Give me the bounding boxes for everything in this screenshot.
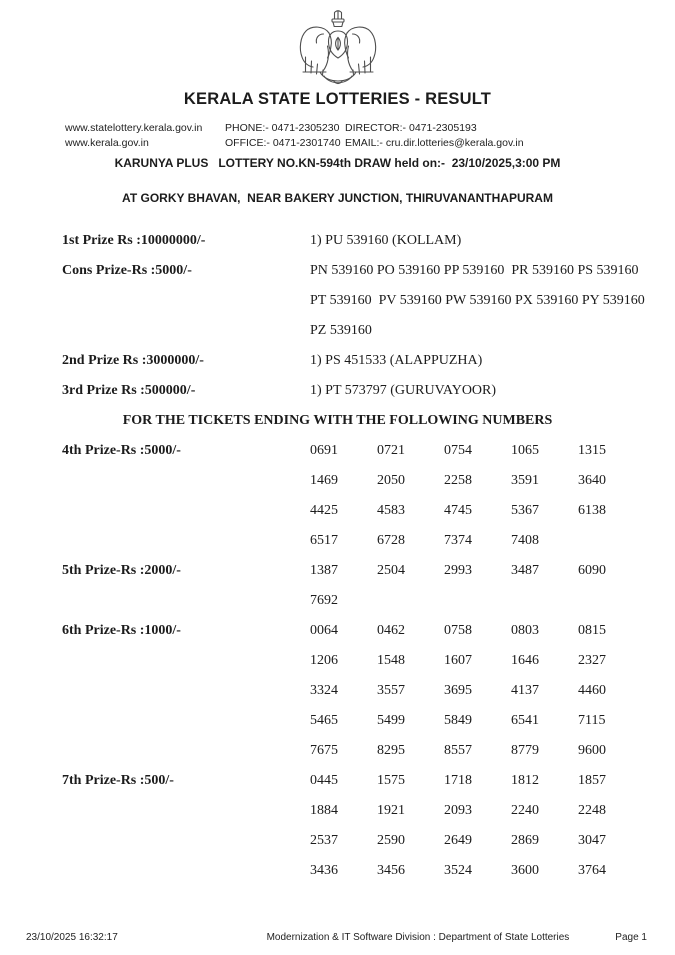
ending-prize-label: 5th Prize-Rs :2000/- — [62, 563, 181, 578]
ticket-ending-number: 3591 — [511, 473, 539, 488]
ticket-ending-number: 4137 — [511, 683, 539, 698]
ticket-ending-number: 9600 — [578, 743, 606, 758]
ticket-ending-number: 2649 — [444, 833, 472, 848]
ticket-ending-number: 1206 — [310, 653, 338, 668]
ticket-ending-number: 5367 — [511, 503, 539, 518]
prize-label: 1st Prize Rs :10000000/- — [62, 233, 206, 248]
ending-numbers-grid — [310, 436, 645, 556]
ticket-ending-number: 4583 — [377, 503, 405, 518]
ticket-ending-number: 7115 — [578, 713, 606, 728]
kerala-government-emblem-icon — [296, 8, 380, 90]
ticket-ending-number: 2537 — [310, 833, 338, 848]
ticket-ending-number: 3456 — [377, 863, 405, 878]
ticket-ending-number: 6517 — [310, 533, 338, 548]
footer-timestamp: 23/10/2025 16:32:17 — [26, 932, 118, 943]
ticket-ending-number: 1065 — [511, 443, 539, 458]
ending-prize-label: 4th Prize-Rs :5000/- — [62, 443, 181, 458]
ticket-ending-number: 8295 — [377, 743, 405, 758]
ticket-ending-number: 4425 — [310, 503, 338, 518]
ticket-ending-number: 1812 — [511, 773, 539, 788]
ticket-ending-number: 3487 — [511, 563, 539, 578]
ticket-ending-number: 3436 — [310, 863, 338, 878]
ticket-ending-number: 0462 — [377, 623, 405, 638]
prize-label: 2nd Prize Rs :3000000/- — [62, 353, 204, 368]
prize-row — [0, 346, 675, 376]
contact-info — [65, 121, 675, 151]
ticket-ending-number: 2050 — [377, 473, 405, 488]
phone-number: PHONE:- 0471-2305230 — [225, 122, 340, 134]
ticket-ending-number: 5849 — [444, 713, 472, 728]
ending-prize-row — [0, 436, 675, 556]
ticket-ending-number: 2093 — [444, 803, 472, 818]
ticket-ending-number: 0721 — [377, 443, 405, 458]
ending-numbers-grid — [310, 616, 645, 766]
ticket-ending-number: 2240 — [511, 803, 539, 818]
ticket-ending-number: 7374 — [444, 533, 472, 548]
ticket-ending-number: 1469 — [310, 473, 338, 488]
ending-prize-row — [0, 766, 675, 886]
ticket-ending-number: 2869 — [511, 833, 539, 848]
venue-line: AT GORKY BHAVAN, NEAR BAKERY JUNCTION, THIRUVANANTHAPURAM — [122, 191, 553, 205]
prize-lines — [310, 376, 675, 406]
header-emblem-wrap — [0, 0, 675, 88]
prize-winner-line: PN 539160 PO 539160 PP 539160 PR 539160 PS 539160 — [310, 263, 639, 278]
ticket-ending-number: 6541 — [511, 713, 539, 728]
ticket-ending-number: 2248 — [578, 803, 606, 818]
ticket-ending-number: 4745 — [444, 503, 472, 518]
prize-winner-line: 1) PT 573797 (GURUVAYOOR) — [310, 383, 497, 398]
ticket-ending-number: 1884 — [310, 803, 338, 818]
ending-prize-row — [0, 616, 675, 766]
website-kerala: www.kerala.gov.in — [65, 137, 149, 149]
ticket-ending-number: 0754 — [444, 443, 472, 458]
ticket-ending-number: 7692 — [310, 593, 338, 608]
ticket-ending-number: 3764 — [578, 863, 606, 878]
prize-row — [0, 226, 675, 256]
prize-label: 3rd Prize Rs :500000/- — [62, 383, 196, 398]
page-title: KERALA STATE LOTTERIES - RESULT — [183, 90, 492, 108]
ticket-ending-number: 0758 — [444, 623, 472, 638]
ticket-ending-number: 0691 — [310, 443, 338, 458]
ending-numbers-grid — [310, 766, 645, 886]
ticket-ending-number: 5465 — [310, 713, 338, 728]
ticket-ending-number: 3047 — [578, 833, 606, 848]
ticket-ending-number: 2327 — [578, 653, 606, 668]
prize-lines — [310, 256, 675, 346]
ticket-ending-number: 8557 — [444, 743, 472, 758]
office-number: OFFICE:- 0471-2301740 — [225, 137, 341, 149]
ticket-ending-number: 1575 — [377, 773, 405, 788]
ticket-ending-number: 1548 — [377, 653, 405, 668]
ending-numbers-heading: FOR THE TICKETS ENDING WITH THE FOLLOWING NUMBERS — [122, 413, 553, 428]
ticket-ending-number: 3600 — [511, 863, 539, 878]
ticket-ending-number: 8779 — [511, 743, 539, 758]
ticket-ending-number: 6728 — [377, 533, 405, 548]
ticket-ending-number: 1646 — [511, 653, 539, 668]
prize-winner-line: 1) PU 539160 (KOLLAM) — [310, 233, 462, 248]
main-prizes — [0, 226, 675, 406]
prize-winner-line: 1) PS 451533 (ALAPPUZHA) — [310, 353, 483, 368]
ticket-ending-number: 1607 — [444, 653, 472, 668]
ticket-ending-number: 1387 — [310, 563, 338, 578]
ticket-ending-number: 1718 — [444, 773, 472, 788]
ticket-ending-number: 5499 — [377, 713, 405, 728]
ticket-ending-number: 6138 — [578, 503, 606, 518]
prize-lines — [310, 226, 675, 256]
page-footer — [0, 932, 675, 943]
ticket-ending-number: 3324 — [310, 683, 338, 698]
ticket-ending-number: 0815 — [578, 623, 606, 638]
ticket-ending-number: 4460 — [578, 683, 606, 698]
ticket-ending-number: 2993 — [444, 563, 472, 578]
footer-division: Modernization & IT Software Division : Department of State Lotteries — [266, 932, 570, 943]
ticket-ending-number: 3695 — [444, 683, 472, 698]
ticket-ending-number: 7408 — [511, 533, 539, 548]
ticket-ending-number: 6090 — [578, 563, 606, 578]
ticket-ending-number: 3524 — [444, 863, 472, 878]
ending-numbers-grid — [310, 556, 645, 616]
ticket-ending-number: 1921 — [377, 803, 405, 818]
ticket-ending-number: 2504 — [377, 563, 405, 578]
prize-lines — [310, 346, 675, 376]
prize-row — [0, 376, 675, 406]
ticket-ending-number: 0445 — [310, 773, 338, 788]
ticket-ending-number: 1315 — [578, 443, 606, 458]
ending-prize-label: 6th Prize-Rs :1000/- — [62, 623, 181, 638]
ticket-ending-number: 2258 — [444, 473, 472, 488]
ending-prize-label: 7th Prize-Rs :500/- — [62, 773, 174, 788]
ticket-ending-number: 1857 — [578, 773, 606, 788]
prize-label: Cons Prize-Rs :5000/- — [62, 263, 192, 278]
email-address: EMAIL:- cru.dir.lotteries@kerala.gov.in — [345, 137, 524, 149]
prize-row — [0, 256, 675, 346]
ticket-ending-number: 0064 — [310, 623, 338, 638]
prize-winner-line: PT 539160 PV 539160 PW 539160 PX 539160 PY 539160 — [310, 293, 645, 308]
draw-info-line: KARUNYA PLUS LOTTERY NO.KN-594th DRAW held on:- 23/10/2025,3:00 PM — [114, 156, 561, 170]
footer-page-number: Page 1 — [615, 932, 647, 943]
director-number: DIRECTOR:- 0471-2305193 — [345, 122, 477, 134]
ticket-ending-number: 7675 — [310, 743, 338, 758]
ticket-ending-number: 2590 — [377, 833, 405, 848]
ticket-ending-number: 3640 — [578, 473, 606, 488]
ticket-ending-number: 3557 — [377, 683, 405, 698]
ending-prizes — [0, 436, 675, 886]
ticket-ending-number: 0803 — [511, 623, 539, 638]
ending-prize-row — [0, 556, 675, 616]
website-statelottery: www.statelottery.kerala.gov.in — [65, 122, 203, 134]
prize-winner-line: PZ 539160 — [310, 323, 372, 338]
